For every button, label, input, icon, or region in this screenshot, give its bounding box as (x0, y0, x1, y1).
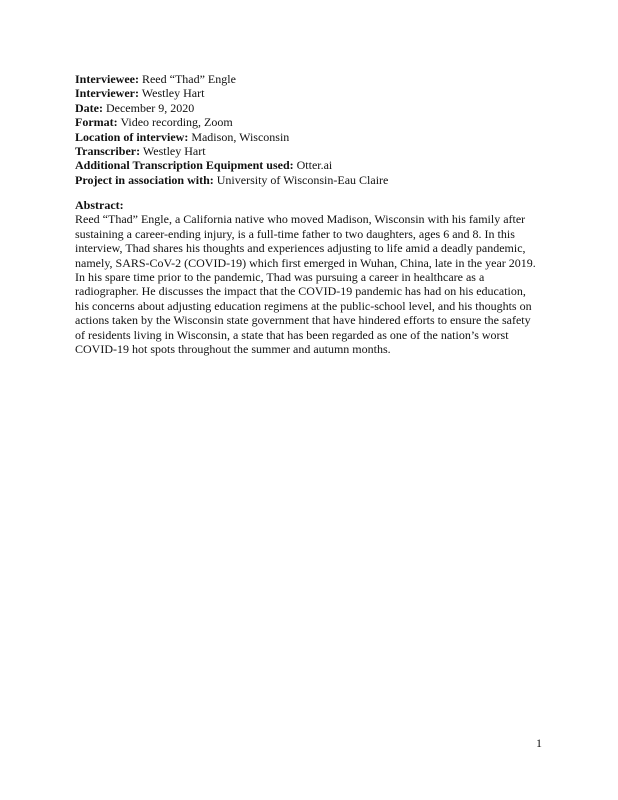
metadata-row-date (75, 101, 555, 115)
metadata-value: Westley Hart (138, 86, 205, 101)
metadata-label: Transcriber: (75, 144, 141, 159)
abstract-section (75, 198, 550, 356)
metadata-value: Video recording, Zoom (117, 115, 233, 130)
metadata-label: Format: (75, 115, 118, 130)
metadata-label: Interviewer: (75, 86, 139, 101)
metadata-value: Westley Hart (140, 144, 206, 159)
metadata-row-equipment (75, 158, 555, 172)
metadata-label: Additional Transcription Equipment used: (75, 158, 294, 173)
metadata-value: Otter.ai (293, 158, 333, 173)
abstract-body: Reed “Thad” Engle, a California native who moved Madison, Wisconsin with his family after sustaining a career-ending injury, is a full-time father to two daughters, ages 6 and 8. In this interview, Thad shares his thoughts and experiences adjusting to life amid a deadly pandemic, namely, SARS-CoV-2 (COVID-19) which first emerged in Wuhan, China, late in the year 2019. In his spare time prior to the pandemic, Thad was pursuing a career in healthcare as a radiographer. He discusses the impact that the COVID-19 pandemic has had on his education, his concerns about adjusting education regimens at the public-school level, and his thoughts on actions taken by the Wisconsin state government that have hindered efforts to ensure the safety of residents living in Wisconsin, a state that has been regarded as one of the nation’s worst COVID-19 hot spots throughout the summer and autumn months. (75, 212, 536, 357)
metadata-value: Reed “Thad” Engle (138, 72, 236, 86)
metadata-value: University of Wisconsin-Eau Claire (213, 172, 389, 187)
page-number: 1 (536, 736, 542, 750)
metadata-row-format (75, 115, 555, 129)
metadata-label: Project in association with: (75, 172, 214, 187)
metadata-row-transcriber (75, 144, 555, 158)
metadata-value: Madison, Wisconsin (188, 129, 290, 144)
metadata-row-project (75, 173, 555, 187)
metadata-row-interviewee (75, 72, 555, 86)
abstract-heading: Abstract: (75, 198, 124, 212)
metadata-label: Interviewee: (75, 72, 139, 86)
metadata-value: December 9, 2020 (102, 100, 195, 115)
metadata-row-location (75, 130, 555, 144)
metadata-label: Location of interview: (75, 129, 189, 144)
interview-metadata (75, 72, 555, 187)
metadata-label: Date: (75, 100, 103, 115)
metadata-row-interviewer (75, 86, 555, 100)
